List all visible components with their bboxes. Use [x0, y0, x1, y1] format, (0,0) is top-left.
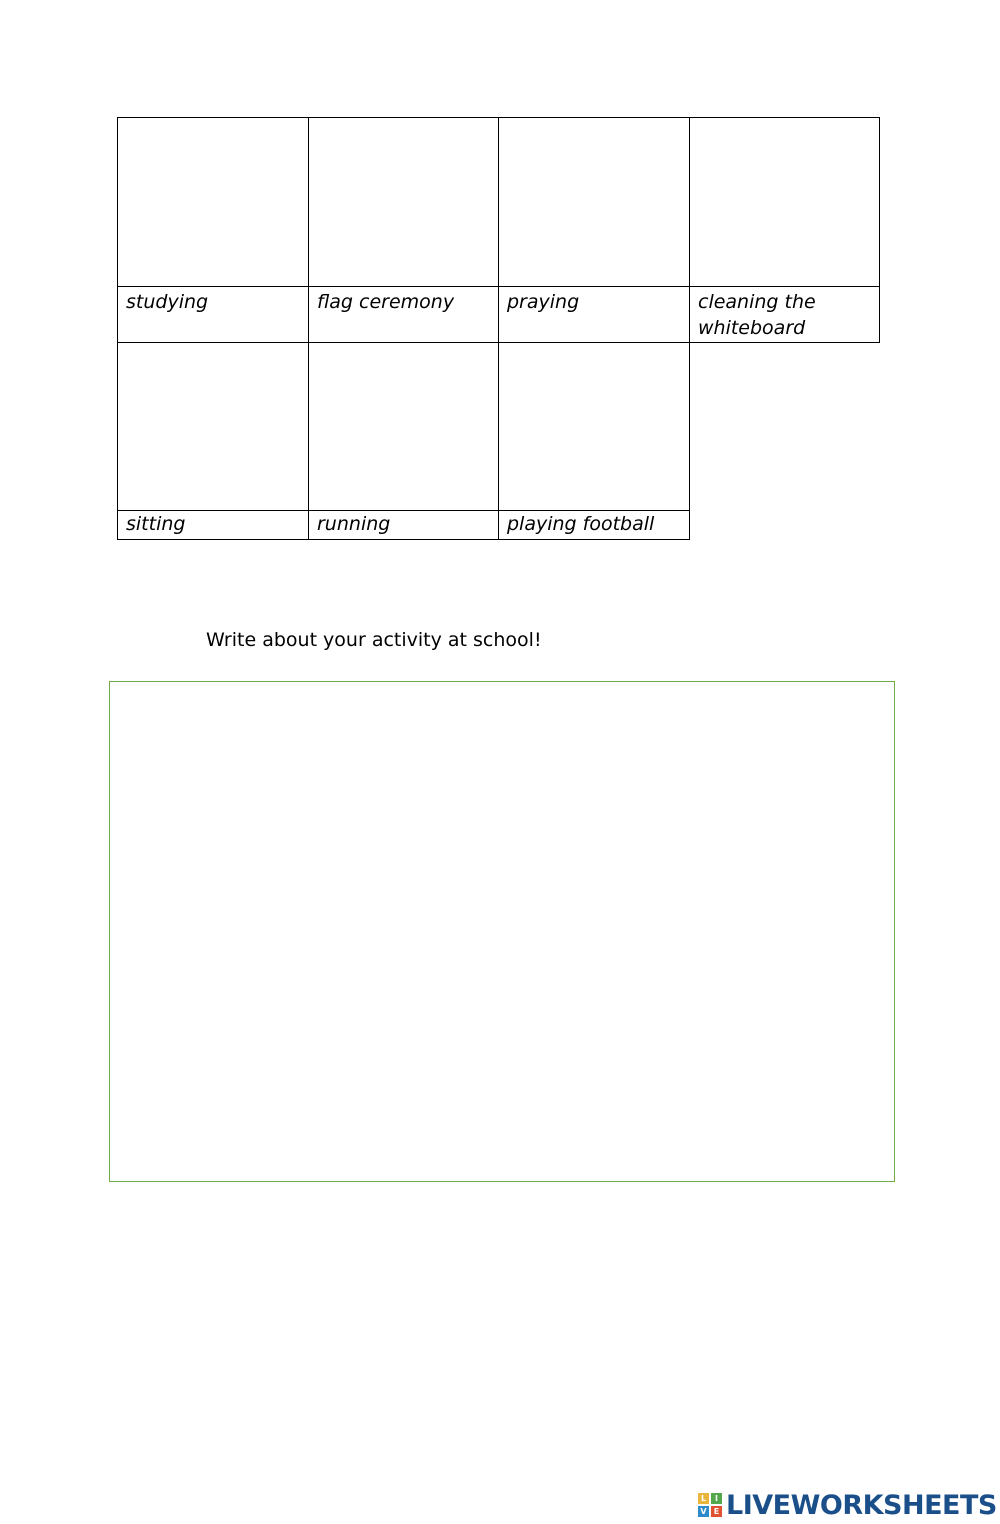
image-cell-flag-ceremony	[308, 117, 500, 287]
activity-label-flag-ceremony: flag ceremony	[308, 286, 500, 343]
image-cell-praying	[498, 117, 690, 287]
logo-mark-letter: E	[711, 1506, 722, 1517]
logo-mark-letter: I	[711, 1493, 722, 1504]
liveworksheets-logo	[698, 1490, 997, 1520]
writing-prompt: Write about your activity at school!	[206, 629, 542, 651]
activity-label-studying: studying	[117, 286, 309, 343]
image-cell-playing-football	[498, 342, 690, 511]
activity-label-running: running	[308, 510, 500, 540]
logo-text: LIVEWORKSHEETS	[726, 1489, 997, 1521]
activity-label-playing-football: playing football	[498, 510, 690, 540]
activity-label-sitting: sitting	[117, 510, 309, 540]
image-cell-running	[308, 342, 500, 511]
logo-mark-letter: L	[698, 1493, 709, 1504]
image-cell-sitting	[117, 342, 309, 511]
activity-label-praying: praying	[498, 286, 690, 343]
logo-mark-icon	[698, 1493, 722, 1517]
writing-answer-box[interactable]	[109, 681, 895, 1182]
activity-label-cleaning-the-whiteboard: cleaning the whiteboard	[689, 286, 880, 343]
logo-mark-letter: V	[698, 1506, 709, 1517]
image-cell-cleaning-the-whiteboard	[689, 117, 880, 287]
image-cell-studying	[117, 117, 309, 287]
